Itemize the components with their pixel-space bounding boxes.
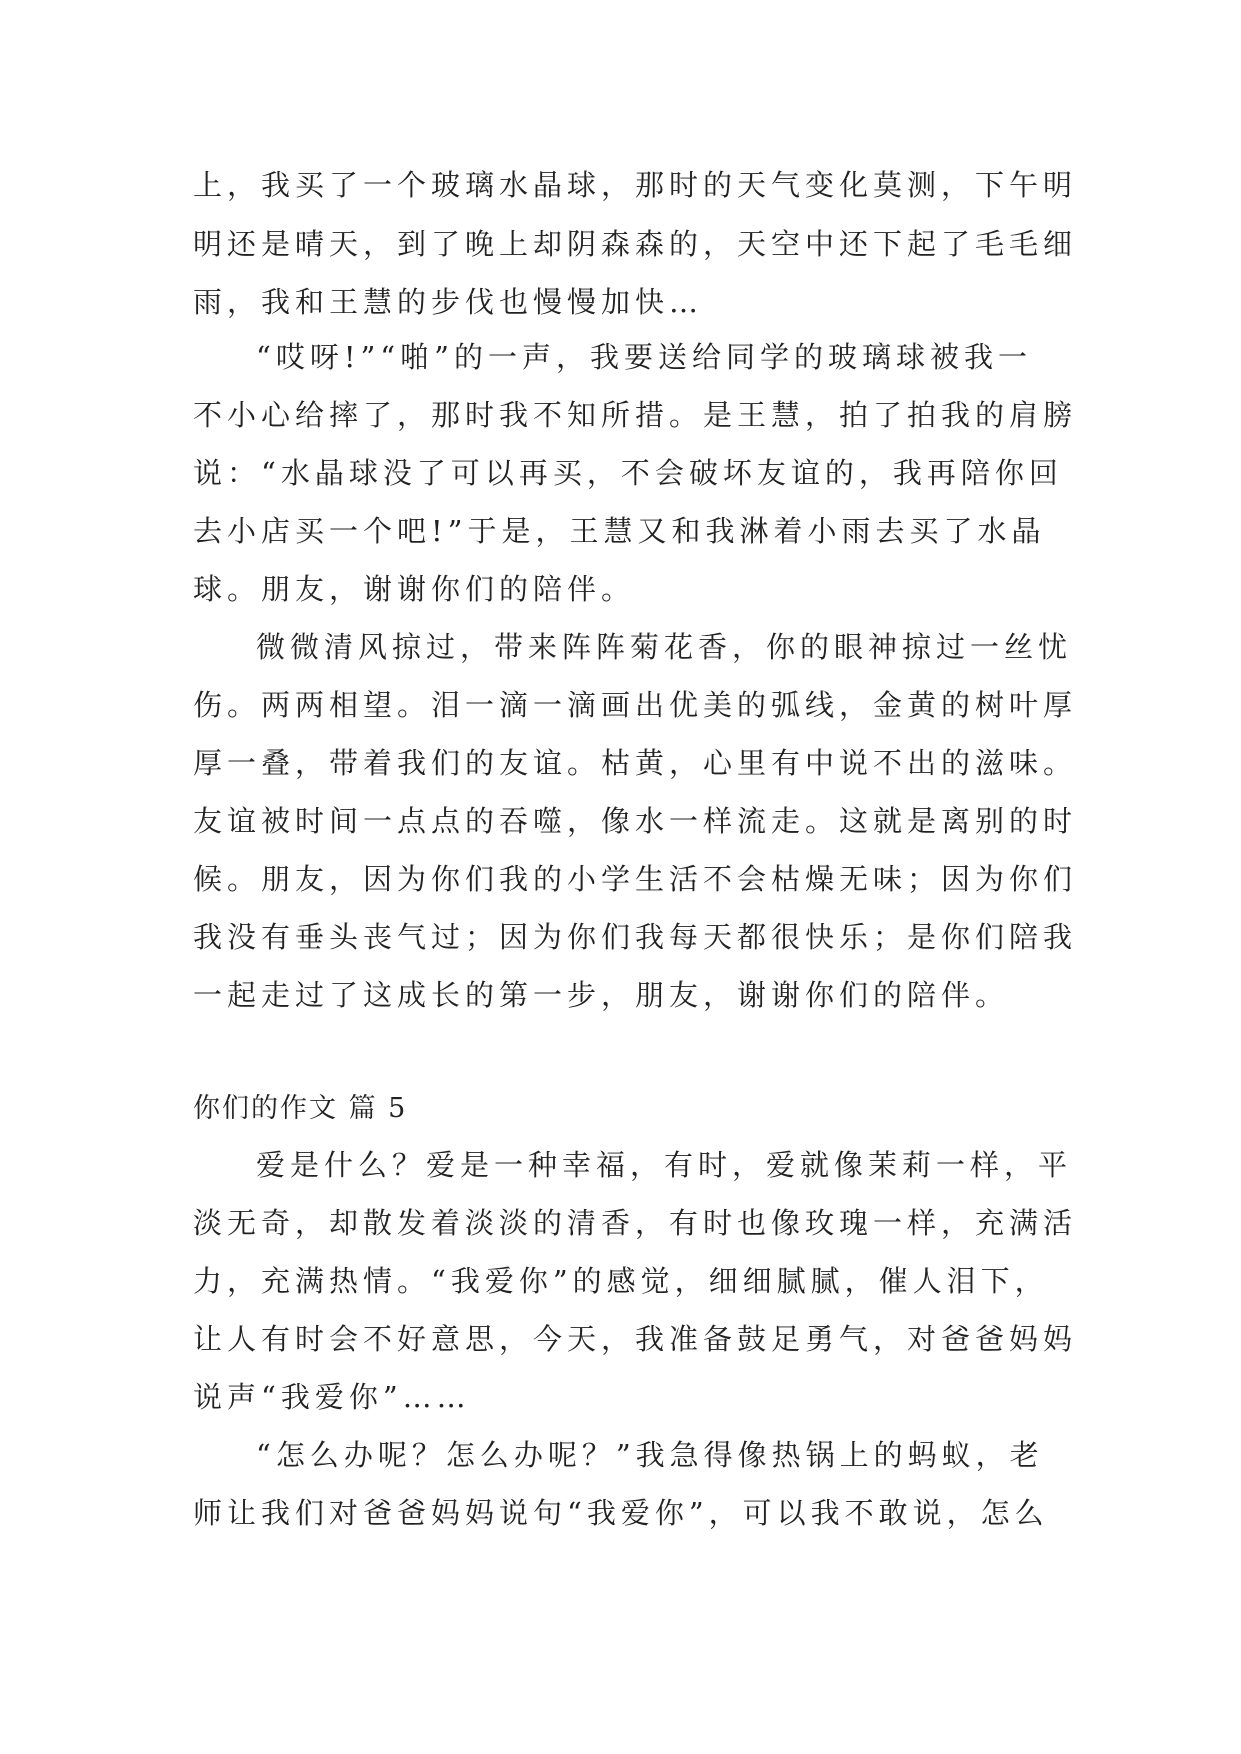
paragraph-line: 微微清风掠过，带来阵阵菊花香，你的眼神掠过一丝忧 [256, 630, 1073, 664]
section-heading: 你们的作文 篇 5 [193, 1093, 408, 1124]
paragraph-line: 淡无奇，却散发着淡淡的清香，有时也像玫瑰一样，充满活 [193, 1206, 1078, 1240]
paragraph-line: “怎么办呢？怎么办呢？”我急得像热锅上的蚂蚁，老 [256, 1438, 1044, 1472]
paragraph-line: 让人有时会不好意思，今天，我准备鼓足勇气，对爸爸妈妈 [193, 1322, 1078, 1356]
paragraph-line: 说声“我爱你”…… [193, 1380, 471, 1414]
paragraph-line: “哎呀!”“啪”的一声，我要送给同学的玻璃球被我一 [256, 340, 1032, 374]
paragraph-line: 候。朋友，因为你们我的小学生活不会枯燥无味；因为你们 [193, 862, 1078, 896]
paragraph-line: 雨，我和王慧的步伐也慢慢加快… [193, 285, 704, 319]
paragraph-line: 友谊被时间一点点的吞噬，像水一样流走。这就是离别的时 [193, 804, 1078, 838]
paragraph-line: 师让我们对爸爸妈妈说句“我爱你”，可以我不敢说，怎么 [193, 1496, 1049, 1530]
paragraph-line: 不小心给摔了，那时我不知所措。是王慧，拍了拍我的肩膀 [193, 398, 1078, 432]
paragraph-line: 球。朋友，谢谢你们的陪伴。 [193, 572, 636, 606]
paragraph-line: 伤。两两相望。泪一滴一滴画出优美的弧线，金黄的树叶厚 [193, 688, 1078, 722]
paragraph-line: 厚一叠，带着我们的友谊。枯黄，心里有中说不出的滋味。 [193, 746, 1078, 780]
paragraph-line: 一起走过了这成长的第一步，朋友，谢谢你们的陪伴。 [193, 978, 1010, 1012]
paragraph-line: 说：“水晶球没了可以再买，不会破坏友谊的，我再陪你回 [193, 456, 1063, 490]
paragraph-line: 力，充满热情。“我爱你”的感觉，细细腻腻，催人泪下， [193, 1264, 1049, 1298]
paragraph-line: 我没有垂头丧气过；因为你们我每天都很快乐；是你们陪我 [193, 920, 1078, 954]
paragraph-line: 上，我买了一个玻璃水晶球，那时的天气变化莫测，下午明 [193, 168, 1078, 202]
paragraph-line: 去小店买一个吧!”于是，王慧又和我淋着小雨去买了水晶 [193, 514, 1046, 548]
paragraph-line: 明还是晴天，到了晚上却阴森森的，天空中还下起了毛毛细 [193, 227, 1078, 261]
paragraph-line: 爱是什么？爱是一种幸福，有时，爱就像茉莉一样，平 [256, 1148, 1073, 1182]
